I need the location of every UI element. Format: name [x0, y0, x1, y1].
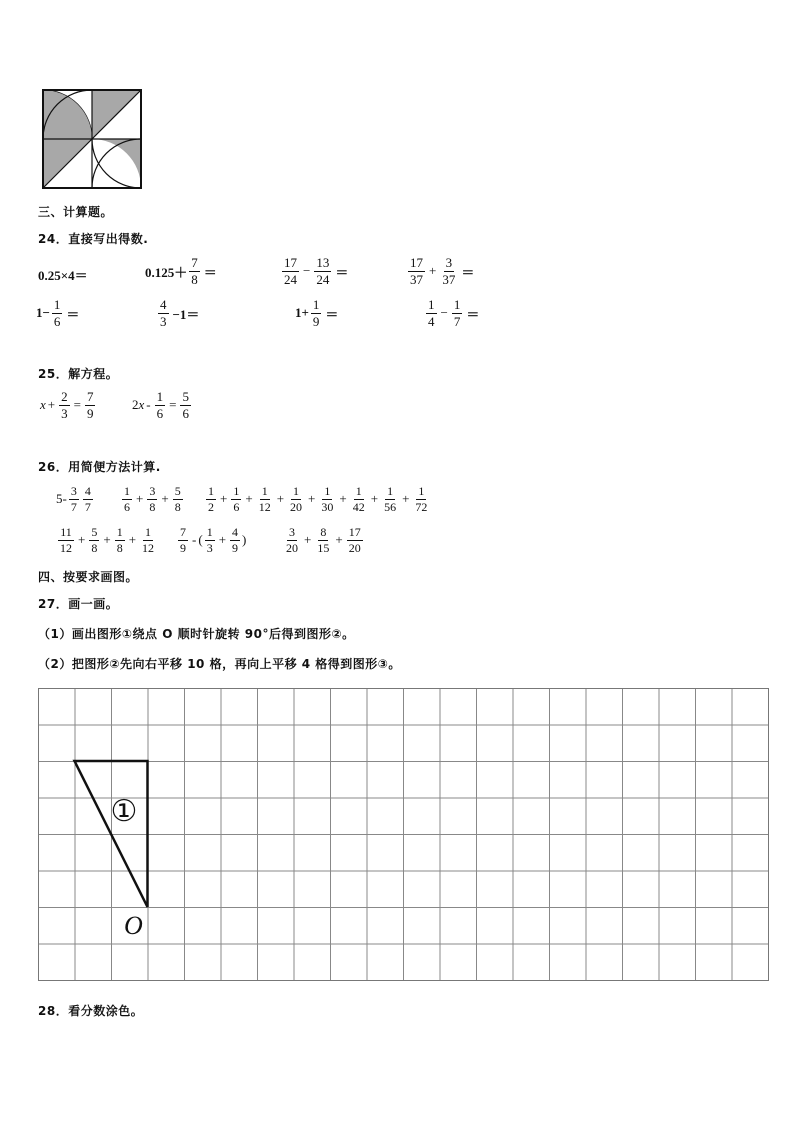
- shape-1-label: ①: [110, 794, 138, 829]
- q26-e5: $\frac{7}{9}$ - ( $\frac{1}{3}$ + $\frac{4}{9}$ ): [180, 525, 247, 555]
- q24-r1-b: 0.125＋ $\frac{7}{8}$ ＝: [145, 255, 217, 287]
- q26-e1: 5- $\frac{3}{7}$ $\frac{4}{7}$: [56, 484, 91, 514]
- q25-title: 25．解方程。: [38, 367, 119, 381]
- q24-r2-b: $\frac{4}{3}$ −1＝: [160, 297, 200, 329]
- q27-title: 27．画一画。: [38, 597, 119, 611]
- q26-e6: $\frac{3}{20}$ + $\frac{8}{15}$ + $\frac{17}{20}$: [286, 525, 361, 555]
- q24-r1-c: $\frac{17}{24}$ − $\frac{13}{24}$ ＝: [284, 255, 349, 287]
- q26-e2: $\frac{1}{6}$ + $\frac{3}{8}$ + $\frac{5}{8}$: [124, 484, 181, 514]
- drawing-grid: [38, 688, 770, 982]
- section-4-title: 四、按要求画图。: [38, 570, 139, 584]
- q26-e3: $\frac{1}{2}$ + $\frac{1}{6}$ + $\frac{1}{12}$ + $\frac{1}{20}$ + $\frac{1}{30}$ + $\frac{1}{42}$ + $\frac{1}{56}$ + $\frac{1}{72}$: [208, 484, 428, 514]
- q25-eq2: 2 x - $\frac{1}{6}$ = $\frac{5}{6}$: [132, 389, 189, 421]
- q27-part1: （1）画出图形①绕点 O 顺时针旋转 90°后得到图形②。: [38, 627, 355, 641]
- q25-eq1: x + $\frac{2}{3}$ = $\frac{7}{9}$: [40, 389, 94, 421]
- q24-title: 24．直接写出得数.: [38, 232, 149, 246]
- q24-r1-a: 0.25×4＝: [38, 268, 88, 283]
- q27-part2: （2）把图形②先向右平移 10 格，再向上平移 4 格得到图形③。: [38, 657, 401, 671]
- section-3-title: 三、计算题。: [38, 205, 114, 219]
- q24-r2-d: $\frac{1}{4}$ − $\frac{1}{7}$ ＝: [428, 297, 480, 329]
- q24-r2-c: 1+ $\frac{1}{9}$ ＝: [295, 297, 339, 329]
- q28-title: 28．看分数涂色。: [38, 1004, 144, 1018]
- q24-r2-a: 1− $\frac{1}{6}$ ＝: [36, 297, 80, 329]
- point-o-label: O: [124, 911, 143, 940]
- pinwheel-figure: [42, 89, 142, 189]
- q24-r1-d: $\frac{17}{37}$ + $\frac{3}{37}$ ＝: [410, 255, 475, 287]
- q26-title: 26．用简便方法计算.: [38, 460, 161, 474]
- q26-e4: $\frac{11}{12}$ + $\frac{5}{8}$ + $\frac{1}{8}$ + $\frac{1}{12}$: [60, 525, 155, 555]
